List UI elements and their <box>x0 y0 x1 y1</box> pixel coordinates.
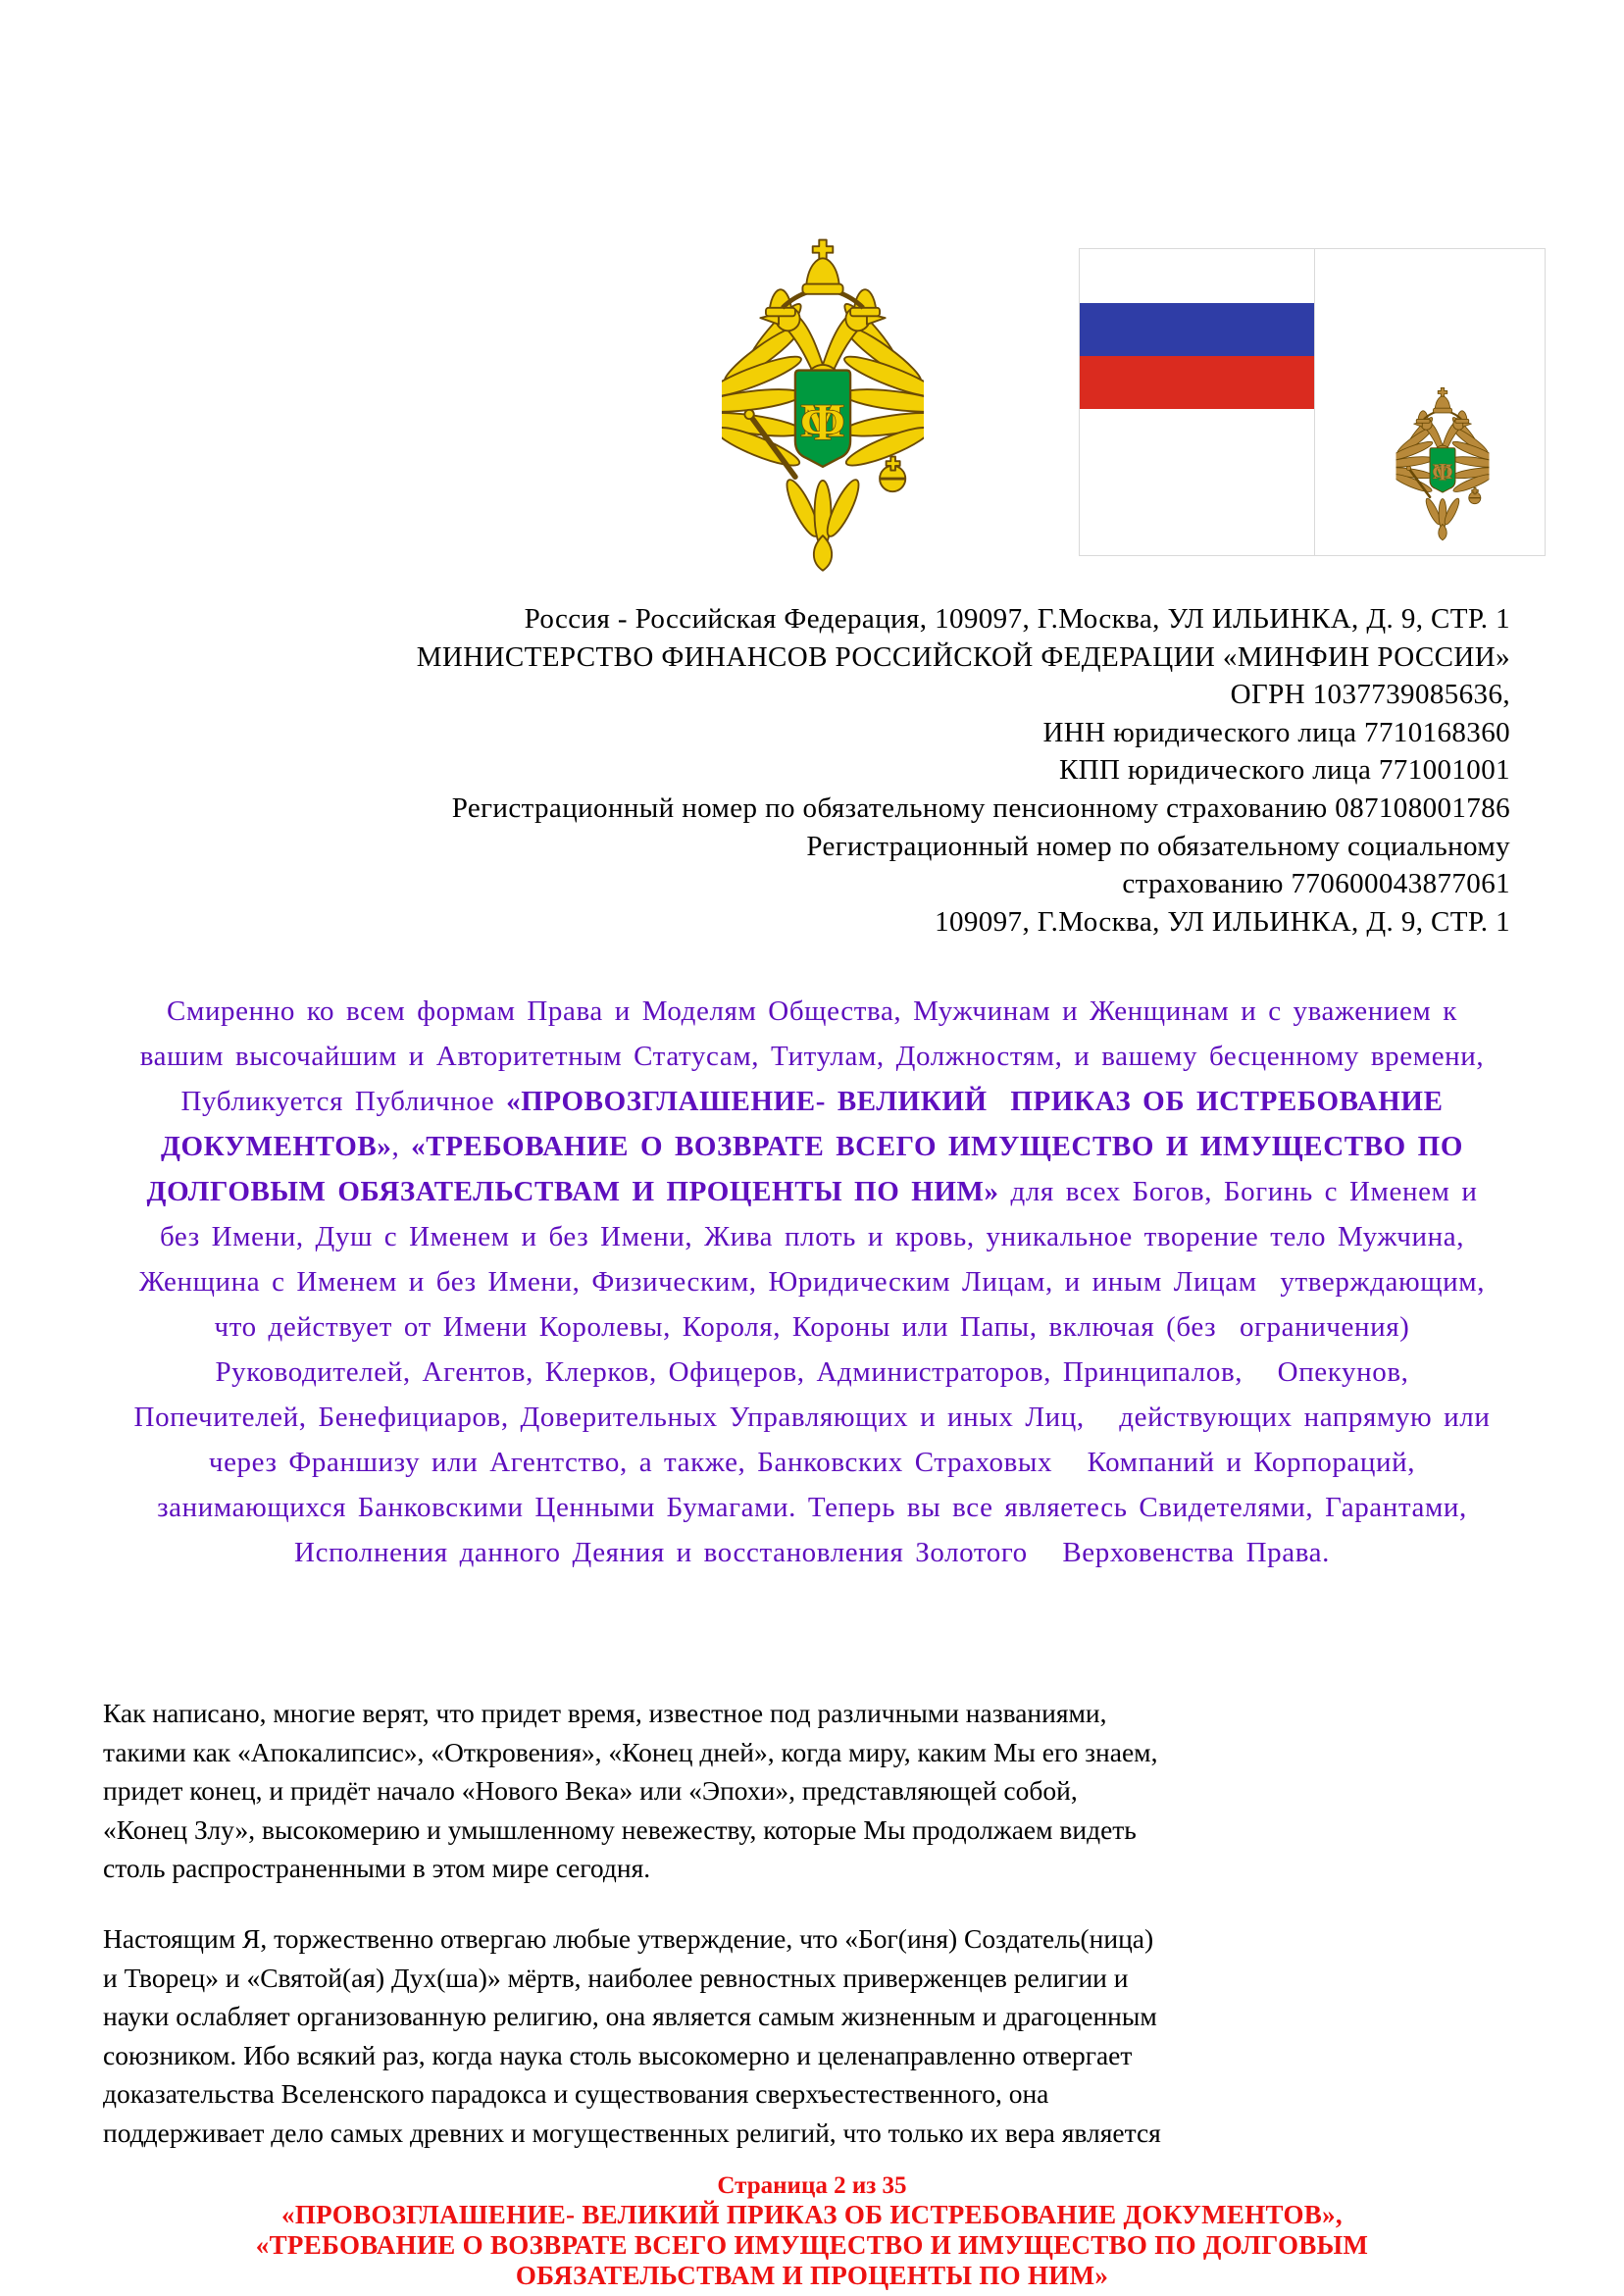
header-line-ministry: МИНИСТЕРСТВО ФИНАНСОВ РОССИЙСКОЙ ФЕДЕРАЦИИ «МИНФИН РОССИИ» <box>416 640 1510 673</box>
header-line-address: Россия - Российская Федерация, 109097, Г.Москва, УЛ ИЛЬИНКА, Д. 9, СТР. 1 <box>524 603 1510 635</box>
proclamation-paragraph <box>129 989 1502 1575</box>
header-line-ogrn: ОГРН 1037739085636, <box>1230 679 1510 711</box>
org-header <box>177 600 1510 941</box>
footer-title-line-2: «ТРЕБОВАНИЕ О ВОЗВРАТЕ ВСЕГО ИМУЩЕСТВО И ИМУЩЕСТВО ПО ДОЛГОВЫМ <box>255 2230 1369 2260</box>
proclamation-separator: , <box>391 1131 412 1162</box>
header-line-address-2: 109097, Г.Москва, УЛ ИЛЬИНКА, Д. 9, СТР. 1 <box>935 905 1510 938</box>
flag-blue-stripe <box>1080 303 1314 356</box>
header-line-social-reg-1: Регистрационный номер по обязательному социальному <box>806 830 1510 862</box>
proclamation-body: для всех Богов, Богинь с Именем и без Имени, Душ с Именем и без Имени, Жива плоть и кровь, уникальное творение тело Мужчина, Женщина с Именем и без Имени, Физическим, Юридическим Лицам, и иным Лицам утверждающим, что действует от Имени Королевы, Короля, Короны или Папы, включая (без ограничения) Руководителей, Агентов, Клерков, Офицеров, Администраторов, Принципалов, Опекунов, Попечителей, Бенефициаров, Доверительных Управляющих и иных Лиц, действующих напрямую или через Франшизу или Агентство, а также, Банковских Страховых Компаний и Корпораций, занимающихся Банковскими Ценными Бумагами. Теперь вы все являетесь Свидетелями, Гарантами, Исполнения данного Деяния и восстановления Золотого Верховенства Права. <box>133 1176 1502 1568</box>
header-line-social-reg-2: страхованию 770600043877061 <box>1122 868 1510 900</box>
header-line-kpp: КПП юридического лица 771001001 <box>1058 754 1510 787</box>
footer-page-number: Страница 2 из 35 <box>717 2172 907 2199</box>
proclamation-title-1: «ПРОВОЗГЛАШЕНИЕ- ВЕЛИКИЙ ПРИКАЗ ОБ ИСТРЕБОВАНИЕ ДОКУМЕНТОВ» <box>160 1086 1455 1162</box>
coat-of-arms-minfin-large <box>722 222 924 592</box>
body-paragraph-2: Настоящим Я, торжественно отвергаю любые утверждение, что «Бог(иня) Создатель(ница) и Творец» и «Святой(ая) Дух(ша)» мёртв, наиболее ревностных приверженцев религии и науки ослабляет организованную религию, она является самым жизненным и драгоценным союзником. Ибо всякий раз, когда наука столь высокомерно и целенаправленно отвергает доказательства Вселенского парадокса и существования сверхъестественного, она поддерживает дело самых древних и могущественных религий, что только их вера является <box>103 1923 1161 2148</box>
footer-title-line-3: ОБЯЗАТЕЛЬСТВАМ И ПРОЦЕНТЫ ПО НИМ» <box>515 2261 1109 2290</box>
flag-red-stripe <box>1080 356 1314 409</box>
page-footer <box>0 2171 1624 2291</box>
header-line-inn: ИНН юридического лица 7710168360 <box>1042 716 1510 748</box>
footer-title-line-1: «ПРОВОЗГЛАШЕНИЕ- ВЕЛИКИЙ ПРИКАЗ ОБ ИСТРЕБОВАНИЕ ДОКУМЕНТОВ», <box>281 2200 1343 2229</box>
proclamation-title-2: «ТРЕБОВАНИЕ О ВОЗВРАТЕ ВСЕГО ИМУЩЕСТВО И ИМУЩЕСТВО ПО ДОЛГОВЫМ ОБЯЗАТЕЛЬСТВАМ И ПРОЦЕНТЫ ПО НИМ» <box>146 1131 1475 1207</box>
header-line-pension-reg: Регистрационный номер по обязательному пенсионному страхованию 087108001786 <box>451 791 1510 824</box>
flag-white-stripe <box>1080 249 1314 303</box>
body-paragraph-1: Как написано, многие верят, что придет время, известное под различными названиями, такими как «Апокалипсис», «Откровения», «Конец дней», когда миру, каким Мы его знаем, придет конец, и придёт начало «Нового Века» или «Эпохи», представляющей собой, «Конец Злу», высокомерию и умышленному невежеству, которые Мы продолжаем видеть столь распространенными в этом мире сегодня. <box>103 1698 1158 1883</box>
coat-of-arms-small-box <box>1314 248 1546 556</box>
russian-flag <box>1079 248 1315 556</box>
proclamation-intro: Смиренно ко всем формам Права и Моделям Общества, Мужчинам и Женщинам и с уважением к вашим высочайшим и Авторитетным Статусам, Титулам, Должностям, и вашему бесценному времени, Публикуется Публичное <box>139 995 1497 1117</box>
coat-of-arms-small <box>1368 384 1517 545</box>
